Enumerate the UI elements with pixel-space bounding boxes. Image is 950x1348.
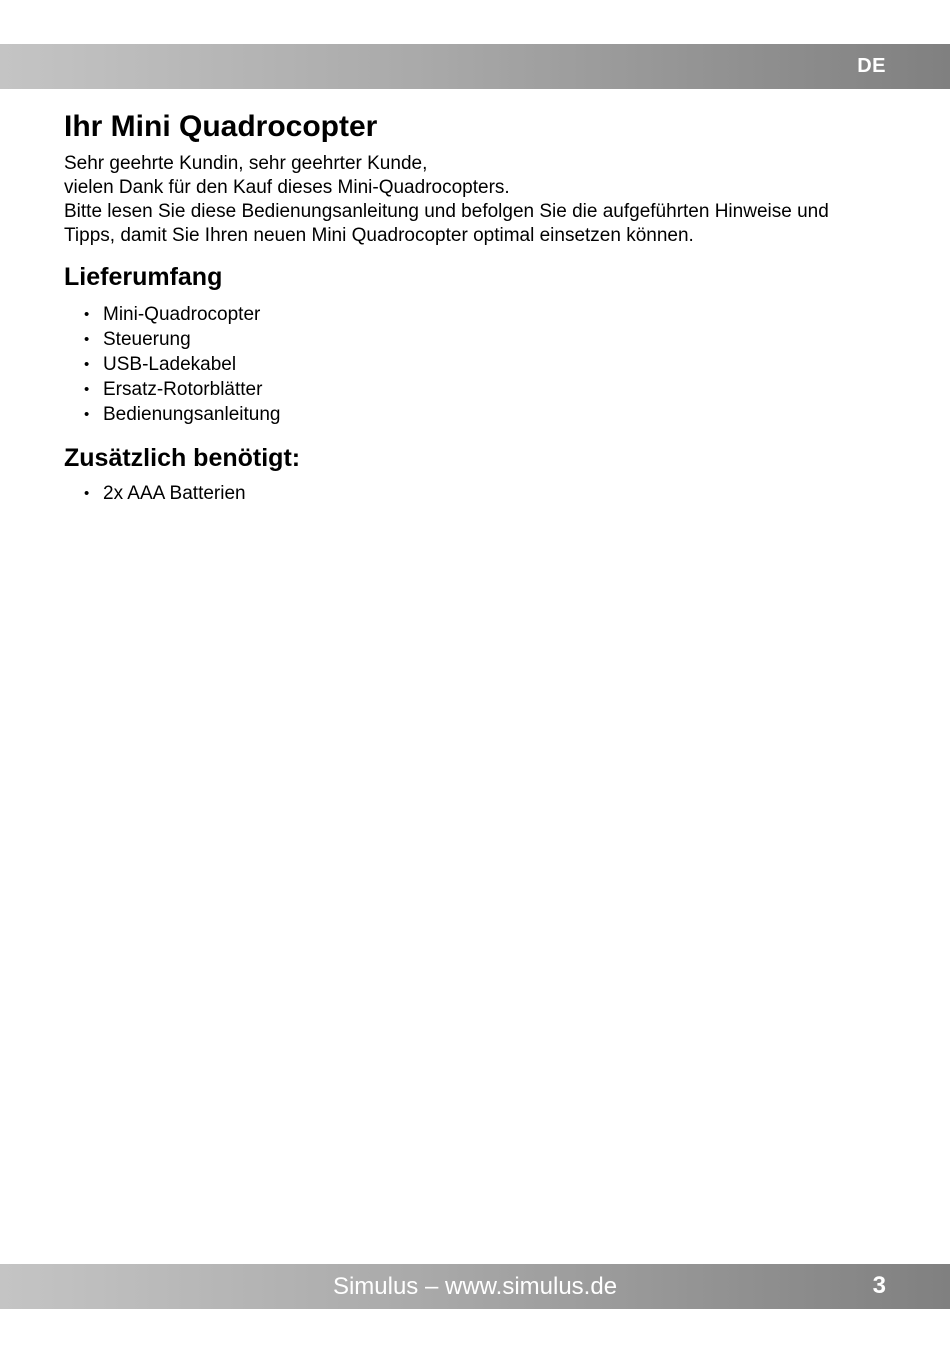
- bullet-icon: •: [84, 381, 90, 398]
- intro-line: Tipps, damit Sie Ihren neuen Mini Quadrocopter optimal einsetzen können.: [64, 225, 694, 246]
- list-item: [84, 481, 894, 506]
- footer-bar: [0, 1264, 950, 1309]
- bullet-icon: •: [84, 306, 90, 323]
- required-list: [64, 481, 894, 506]
- list-item-label: Steuerung: [103, 329, 191, 350]
- list-item: [84, 352, 894, 377]
- list-item: [84, 327, 894, 352]
- header-bar: [0, 44, 950, 89]
- scope-list: [64, 302, 894, 427]
- language-label: DE: [857, 55, 886, 77]
- bullet-icon: •: [84, 356, 90, 373]
- bullet-icon: •: [84, 406, 90, 423]
- intro-line: Bitte lesen Sie diese Bedienungsanleitung und befolgen Sie die aufgeführten Hinweise und: [64, 201, 829, 222]
- list-item-label: 2x AAA Batterien: [103, 483, 246, 504]
- list-item: [84, 302, 894, 327]
- page-title: Ihr Mini Quadrocopter: [64, 110, 378, 143]
- intro-line: Sehr geehrte Kundin, sehr geehrter Kunde,: [64, 153, 428, 174]
- page-content: [64, 108, 894, 506]
- intro-paragraph: [64, 152, 894, 248]
- bullet-icon: •: [84, 485, 90, 502]
- bullet-icon: •: [84, 331, 90, 348]
- page-number: 3: [872, 1272, 886, 1299]
- section-heading-required: Zusätzlich benötigt:: [64, 444, 301, 472]
- intro-line: vielen Dank für den Kauf dieses Mini-Quadrocopters.: [64, 177, 510, 198]
- list-item-label: USB-Ladekabel: [103, 354, 237, 375]
- list-item: [84, 402, 894, 427]
- footer-website-text: Simulus – www.simulus.de: [332, 1273, 618, 1300]
- list-item: [84, 377, 894, 402]
- list-item-label: Ersatz-Rotorblätter: [103, 379, 263, 400]
- list-item-label: Bedienungsanleitung: [103, 404, 281, 425]
- section-heading-scope: Lieferumfang: [64, 263, 223, 291]
- list-item-label: Mini-Quadrocopter: [103, 304, 261, 325]
